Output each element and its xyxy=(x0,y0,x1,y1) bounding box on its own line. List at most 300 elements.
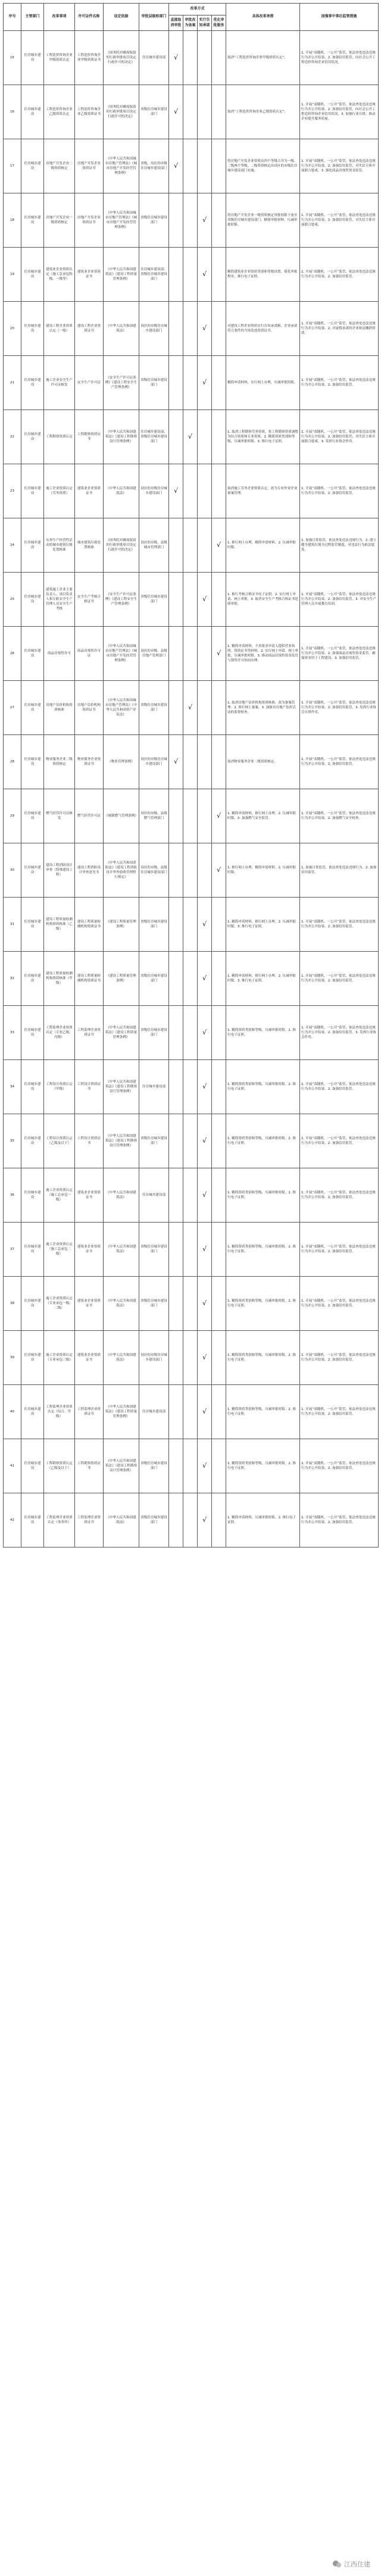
row-level: 设区的市级住房城乡建设部门 xyxy=(139,464,169,518)
row-item: 施工企业安全生产许可证核发 xyxy=(44,356,75,410)
row-mode-4 xyxy=(212,1439,226,1493)
row-mode-4 xyxy=(212,952,226,1006)
row-level: 设区的市级住房城乡建设部门 xyxy=(139,1331,169,1385)
row-mode-4 xyxy=(212,85,226,139)
row-mode-3 xyxy=(198,1223,212,1277)
check-mark: √ xyxy=(202,1136,207,1145)
row-dept: 住房城乡建设 xyxy=(21,1385,44,1439)
row-mode-3 xyxy=(198,193,212,248)
row-mode-4 xyxy=(212,1060,226,1114)
row-item: 工程监理企业资质认定（综合、甲级） xyxy=(44,1385,75,1439)
row-level: 省级住房城乡建设部门 xyxy=(139,1006,169,1060)
row-measures: 1. 加强日常监管，依法查处违法违规行为。2. 建立健全建筑垃圾全过程监管制度，对违法行为依法惩处。 xyxy=(300,518,379,573)
row-content: 取消施工劳务企业资质认定，改为专业作业企业备案管理。 xyxy=(226,464,300,518)
row-item: 从事生产经营性活动的城市建筑垃圾处置核准 xyxy=(44,518,75,573)
row-seq: 38 xyxy=(4,1277,21,1331)
row-mode-4 xyxy=(212,248,226,302)
check-mark: √ xyxy=(188,703,192,711)
row-basis: 《中华人民共和国建筑法》《建设工程勘察设计管理条例》 xyxy=(104,1114,139,1168)
row-content: 1. 精简资质类别和等级，压减审批时限。2. 推行电子证照。 xyxy=(226,1060,300,1114)
check-mark: √ xyxy=(202,1299,207,1307)
header-basis: 设定依据 xyxy=(104,4,139,31)
row-mode-1 xyxy=(169,31,183,85)
row-dept: 住房城乡建设 xyxy=(21,1114,44,1168)
row-basis: 《城镇燃气管理条例》 xyxy=(104,789,139,843)
row-dept: 住房城乡建设 xyxy=(21,843,44,898)
row-measures: 1. 开展“双随机、一公开”监管，依法查处违法违规行为并公开结果。2. 加强信用监管。 xyxy=(300,1385,379,1439)
row-mode-2 xyxy=(183,302,198,356)
header-permit: 许可证件名称 xyxy=(75,4,104,31)
row-mode-2 xyxy=(183,1006,198,1060)
row-mode-4 xyxy=(212,193,226,248)
row-mode-2 xyxy=(183,410,198,464)
header-measures: 加强事中事后监管措施 xyxy=(300,4,379,31)
row-mode-3 xyxy=(198,139,212,193)
row-mode-1 xyxy=(169,735,183,789)
row-seq: 21 xyxy=(4,356,21,410)
row-measures: 1. 开展“双随机、一公开”监管，依法查处违法违规行为并公开结果。2. 加强信用监管。3. 对安全生产管理人员开展教育培训。 xyxy=(300,573,379,627)
row-mode-3 xyxy=(198,410,212,464)
row-basis: 《建设工程质量管理条例》 xyxy=(104,952,139,1006)
row-level: 住房城乡建设部 xyxy=(139,31,169,85)
row-mode-1 xyxy=(169,952,183,1006)
row-measures: 1. 开展“双随机、一公开”监管，依法查处违法违规行为并公开结果。2. 加强信用监管。 xyxy=(300,1439,379,1493)
check-mark: √ xyxy=(173,161,178,170)
row-item: 工程勘察资质认定 xyxy=(44,410,75,464)
row-mode-3 xyxy=(198,952,212,1006)
row-mode-2 xyxy=(183,1114,198,1168)
row-level: 省级住房城乡建设部门 xyxy=(139,85,169,139)
row-mode-1 xyxy=(169,573,183,627)
row-mode-4 xyxy=(212,898,226,952)
row-permit: 建设工程质量检测机构资质证书 xyxy=(75,952,104,1006)
row-mode-1 xyxy=(169,843,183,898)
row-item: 建设工程质量检测机构资质核准（甲级） xyxy=(44,952,75,1006)
row-mode-2 xyxy=(183,952,198,1006)
row-mode-4 xyxy=(212,1493,226,1548)
row-measures: 1. 开展“双随机、一公开”监管，依法查处违法违规行为并公开结果。2. 加强信用监管。 xyxy=(300,1114,379,1168)
table-row xyxy=(4,193,379,248)
row-seq: 26 xyxy=(4,627,21,681)
table-row xyxy=(4,789,379,843)
row-mode-3 xyxy=(198,1006,212,1060)
table-row xyxy=(4,1385,379,1439)
row-level: 住房城乡建设部 xyxy=(139,1168,169,1223)
row-mode-2 xyxy=(183,193,198,248)
row-content: 对建设工程企业资质实行告知承诺制，企业承诺符合条件的当场发放资质证书。 xyxy=(226,302,300,356)
row-mode-1 xyxy=(169,1168,183,1223)
row-mode-3 xyxy=(198,464,212,518)
row-mode-1 xyxy=(169,681,183,735)
table-row xyxy=(4,1331,379,1385)
row-mode-2 xyxy=(183,1060,198,1114)
row-measures: 1. 开展“双随机、一公开”监管，依法查处违法违规行为并公开结果。2. 加强信用监管。 xyxy=(300,898,379,952)
row-mode-1 xyxy=(169,1493,183,1548)
row-seq: 25 xyxy=(4,573,21,627)
row-seq: 37 xyxy=(4,1223,21,1277)
row-permit: 工程造价咨询企业乙级资质证书 xyxy=(75,85,104,139)
row-dept: 住房城乡建设 xyxy=(21,193,44,248)
row-dept: 住房城乡建设 xyxy=(21,789,44,843)
table-row xyxy=(4,843,379,898)
row-content: 1. 精简资质类别和等级，压减审批时限。2. 推行电子证照。 xyxy=(226,1385,300,1439)
row-mode-4 xyxy=(212,843,226,898)
row-content: 1. 精简申请材料，压减审批时限。2. 推行电子证照。 xyxy=(226,1493,300,1548)
check-mark: √ xyxy=(202,324,207,332)
row-content: 取消“工程造价咨询企业乙级资质认定”。 xyxy=(226,85,300,139)
row-content: 1. 精简申请材料，不再要求申请人提供营业执照、资质证书等材料。2. 实行网上申请、网上审批，压减审批时限。3. 推动商品房预售资金监管与预售许可协同办理。 xyxy=(226,627,300,681)
row-mode-1 xyxy=(169,1439,183,1493)
row-mode-1 xyxy=(169,139,183,193)
row-dept: 住房城乡建设 xyxy=(21,1168,44,1223)
row-permit: 建筑业企业资质证书 xyxy=(75,1168,104,1223)
row-mode-2 xyxy=(183,85,198,139)
row-content: 1. 推行考核合格证书电子证照。2. 实行网上申请、网上审批。3. 取消安全生产考核合格证书延续审批。 xyxy=(226,573,300,627)
row-mode-3 xyxy=(198,1114,212,1168)
row-dept: 住房城乡建设 xyxy=(21,464,44,518)
row-content: 1. 精简资质类别和等级，压减审批时限。2. 推行电子证照。 xyxy=(226,1006,300,1060)
table-row xyxy=(4,1114,379,1168)
row-mode-1 xyxy=(169,464,183,518)
row-item: 建设工程质量检测机构资质核准（乙级） xyxy=(44,898,75,952)
row-mode-4 xyxy=(212,1114,226,1168)
row-mode-2 xyxy=(183,1385,198,1439)
check-mark: √ xyxy=(202,1515,207,1524)
row-item: 工程监理企业资质认定（专业乙级、丙级） xyxy=(44,1006,75,1060)
row-mode-3 xyxy=(198,681,212,735)
row-permit: 物业服务企业资质证书 xyxy=(75,735,104,789)
header-seq: 序号 xyxy=(4,4,21,31)
row-dept: 住房城乡建设 xyxy=(21,1006,44,1060)
row-permit: 建筑业企业资质证书 xyxy=(75,1223,104,1277)
row-seq: 24 xyxy=(4,518,21,573)
row-level: 省级住房城乡建设部门 xyxy=(139,1277,169,1331)
row-seq: 41 xyxy=(4,1439,21,1493)
row-mode-4 xyxy=(212,789,226,843)
check-mark: √ xyxy=(202,1353,207,1361)
row-measures: 1. 开展“双随机、一公开”监管，依法查处违法违规行为并公开结果。2. 加强信用监管。3. 发挥行业协会作用。 xyxy=(300,1006,379,1060)
row-seq: 39 xyxy=(4,1331,21,1385)
table-row xyxy=(4,898,379,952)
table-row xyxy=(4,735,379,789)
row-item: 物业服务企业二级资质核定 xyxy=(44,735,75,789)
row-mode-1 xyxy=(169,1331,183,1385)
row-permit: 房地产估价机构资质证书 xyxy=(75,681,104,735)
row-mode-1 xyxy=(169,898,183,952)
table-row xyxy=(4,1277,379,1331)
row-mode-4 xyxy=(212,1006,226,1060)
reform-table xyxy=(3,3,379,1548)
row-permit: 建筑业企业资质证书 xyxy=(75,1277,104,1331)
check-mark: √ xyxy=(202,270,207,278)
row-dept: 住房城乡建设 xyxy=(21,1277,44,1331)
row-mode-1 xyxy=(169,1385,183,1439)
row-item: 施工企业资质认定（专业承包三级） xyxy=(44,1331,75,1385)
row-mode-3 xyxy=(198,1385,212,1439)
row-dept: 住房城乡建设 xyxy=(21,1060,44,1114)
row-level: 设区的市级、县级燃气管理部门 xyxy=(139,789,169,843)
row-mode-2 xyxy=(183,843,198,898)
row-permit: 房地产开发企业资质证书 xyxy=(75,139,104,193)
row-content: 1. 精简资质类别和等级，压减审批时限。2. 推行电子证照。 xyxy=(226,1277,300,1331)
row-mode-1 xyxy=(169,248,183,302)
row-dept: 住房城乡建设 xyxy=(21,681,44,735)
row-seq: 28 xyxy=(4,735,21,789)
row-seq: 17 xyxy=(4,139,21,193)
row-content: 1. 取消房地产估价机构资质核准，改为备案管理。2. 推行网上备案。3. 加强对房地产估价活动的监督检查。 xyxy=(226,681,300,735)
row-level: 省级、设区的市级住房城乡建设部门 xyxy=(139,139,169,193)
table-row xyxy=(4,1439,379,1493)
row-measures: 1. 开展“双随机、一公开”监管，依法查处违法违规行为并公开结果。2. 加强燃气安全检查。 xyxy=(300,789,379,843)
check-mark: √ xyxy=(202,378,207,386)
row-basis: 《中华人民共和国建筑法》 xyxy=(104,1331,139,1385)
table-row xyxy=(4,627,379,681)
row-basis: 《中华人民共和国建筑法》《建设工程勘察设计管理条例》 xyxy=(104,410,139,464)
row-mode-1 xyxy=(169,1277,183,1331)
row-item: 工程监理企业资质认定（事务所） xyxy=(44,1493,75,1548)
row-permit: 工程造价咨询企业甲级资质证书 xyxy=(75,31,104,85)
row-mode-2 xyxy=(183,464,198,518)
row-mode-2 xyxy=(183,248,198,302)
row-mode-4 xyxy=(212,356,226,410)
row-mode-1 xyxy=(169,1114,183,1168)
row-permit: 工程勘察资质证书 xyxy=(75,410,104,464)
row-dept: 住房城乡建设 xyxy=(21,248,44,302)
table-row xyxy=(4,573,379,627)
row-mode-1 xyxy=(169,1223,183,1277)
row-item: 工程设计资质认定（甲级） xyxy=(44,1060,75,1114)
row-mode-1 xyxy=(169,1006,183,1060)
row-basis: 《中华人民共和国建筑法》《建设工程勘察设计管理条例》 xyxy=(104,1439,139,1493)
row-measures: 1. 开展“双随机、一公开”监管，依法查处违法违规行为并公开结果。2. 加强信用监管，对失信主体开展联合惩戒。 xyxy=(300,193,379,248)
row-permit: 建筑业企业资质证书 xyxy=(75,1331,104,1385)
table-row xyxy=(4,952,379,1006)
check-mark: √ xyxy=(202,215,207,224)
row-mode-3 xyxy=(198,1439,212,1493)
row-basis: 《国务院对确需保留的行政审批项目设定行政许可的决定》 xyxy=(104,85,139,139)
row-content: 精简申请材料，实行网上办理，压减审批时限。 xyxy=(226,356,300,410)
row-basis: 《中华人民共和国城市房地产管理法》《城市房地产开发经营管理条例》 xyxy=(104,139,139,193)
row-seq: 31 xyxy=(4,898,21,952)
row-permit: 建设工程企业资质证书 xyxy=(75,302,104,356)
chat-bubble-icon xyxy=(332,2559,342,2569)
check-mark: √ xyxy=(202,920,207,928)
row-permit: 建设工程质量检测机构资质证书 xyxy=(75,898,104,952)
row-item: 房地产估价机构资质核准 xyxy=(44,681,75,735)
row-seq: 34 xyxy=(4,1060,21,1114)
row-mode-3 xyxy=(198,843,212,898)
row-mode-3 xyxy=(198,248,212,302)
row-permit: 安全生产考核合格证书 xyxy=(75,573,104,627)
row-mode-2 xyxy=(183,789,198,843)
row-mode-2 xyxy=(183,898,198,952)
check-mark: √ xyxy=(188,432,192,440)
row-level: 省级住房城乡建设部门 xyxy=(139,681,169,735)
row-permit: 工程监理企业资质证书 xyxy=(75,1006,104,1060)
row-mode-2 xyxy=(183,31,198,85)
row-dept: 住房城乡建设 xyxy=(21,1493,44,1548)
row-item: 工程造价咨询企业乙级资质认定 xyxy=(44,85,75,139)
header-content: 具体改革举措 xyxy=(226,4,300,31)
row-level: 设区的市级住房城乡建设部门 xyxy=(139,302,169,356)
row-seq: 27 xyxy=(4,681,21,735)
row-content: 1. 推行网上办理，精简申请材料。2. 压减审批时限。 xyxy=(226,518,300,573)
row-mode-2 xyxy=(183,139,198,193)
row-dept: 住房城乡建设 xyxy=(21,898,44,952)
row-basis: 《中华人民共和国建筑法》 xyxy=(104,1168,139,1223)
row-item: 施工企业资质认定（专业承包一级、二级） xyxy=(44,1277,75,1331)
row-measures: 1. 开展“双随机、一公开”监管，依法查处违法违规行为并公开结果。2. 加强信用监管。 xyxy=(300,1277,379,1331)
row-basis: 《中华人民共和国消防法》《建设工程消防设计审查验收管理暂行规定》 xyxy=(104,843,139,898)
row-level: 设区的市级住房城乡建设部门 xyxy=(139,735,169,789)
row-content: 取消物业服务企业二级资质核定。 xyxy=(226,735,300,789)
row-mode-2 xyxy=(183,735,198,789)
row-content: 将房地产开发企业资质由四个等级合并为一级、二级两个等级，二级资质核定由设区的市级住房城乡建设部门实施。 xyxy=(226,139,300,193)
row-content: 1. 精简资质类别和等级，压减审批时限。2. 推行电子证照。 xyxy=(226,1331,300,1385)
row-permit: 工程勘察资质证书 xyxy=(75,1439,104,1493)
row-mode-3 xyxy=(198,573,212,627)
row-level: 省级住房城乡建设部门 xyxy=(139,193,169,248)
header-level: 审批层级和部门 xyxy=(139,4,169,31)
table-row xyxy=(4,410,379,464)
table-row xyxy=(4,85,379,139)
row-content: 将房地产开发企业一级资质核定审批权限下放至省级住房城乡建设部门，精简审批材料，压减审批时限。 xyxy=(226,193,300,248)
row-level: 省级住房城乡建设部门 xyxy=(139,952,169,1006)
row-measures: 1. 加强日常监管，依法查处违法违规行为。2. 加强信用监管。 xyxy=(300,843,379,898)
row-dept: 住房城乡建设 xyxy=(21,31,44,85)
row-dept: 住房城乡建设 xyxy=(21,735,44,789)
row-mode-3 xyxy=(198,1060,212,1114)
table-row xyxy=(4,1493,379,1548)
row-mode-4 xyxy=(212,735,226,789)
row-mode-3 xyxy=(198,1168,212,1223)
row-level: 省级住房城乡建设部门 xyxy=(139,1223,169,1277)
row-mode-4 xyxy=(212,573,226,627)
row-measures: 1. 开展“双随机、一公开”监管，依法查处违法违规行为并公开结果。2. 加强信用监管。 xyxy=(300,1331,379,1385)
watermark xyxy=(332,2559,370,2569)
row-mode-1 xyxy=(169,193,183,248)
row-seq: 40 xyxy=(4,1385,21,1439)
row-measures: 1. 开展“双随机、一公开”监管，依法查处违法违规行为并公开结果。2. 加强信用监管。 xyxy=(300,1060,379,1114)
row-mode-2 xyxy=(183,627,198,681)
row-mode-2 xyxy=(183,518,198,573)
check-mark: √ xyxy=(202,1082,207,1090)
row-dept: 住房城乡建设 xyxy=(21,85,44,139)
row-mode-4 xyxy=(212,31,226,85)
row-mode-1 xyxy=(169,356,183,410)
table-row xyxy=(4,1006,379,1060)
row-mode-4 xyxy=(212,139,226,193)
row-basis: 《国务院对确需保留的行政审批项目设定行政许可的决定》 xyxy=(104,31,139,85)
row-mode-3 xyxy=(198,898,212,952)
check-mark: √ xyxy=(173,757,178,765)
row-basis: 《物业管理条例》 xyxy=(104,735,139,789)
row-item: 商品房预售许可 xyxy=(44,627,75,681)
header-mode-optimize: 优化审批服务 xyxy=(212,15,226,31)
check-mark: √ xyxy=(202,1245,207,1253)
row-dept: 住房城乡建设 xyxy=(21,952,44,1006)
row-mode-1 xyxy=(169,1060,183,1114)
row-measures: 1. 开展“双随机、一公开”监管，依法查处违法违规行为并公开结果。2. 加强信用监管。 xyxy=(300,952,379,1006)
row-permit: 安全生产许可证 xyxy=(75,356,104,410)
row-basis: 《中华人民共和国建筑法》《建设工程质量管理条例》 xyxy=(104,1385,139,1439)
row-seq: 19 xyxy=(4,248,21,302)
check-mark: √ xyxy=(202,1461,207,1470)
row-mode-1 xyxy=(169,789,183,843)
table-row xyxy=(4,464,379,518)
row-permit: 城市建筑垃圾处置核准 xyxy=(75,518,104,573)
header-item: 改革事项 xyxy=(44,4,75,31)
table-row xyxy=(4,31,379,85)
row-item: 施工企业资质认定（施工总承包二级） xyxy=(44,1223,75,1277)
row-level: 设区的市级、县级城市管理部门 xyxy=(139,518,169,573)
check-mark: √ xyxy=(173,53,178,61)
row-basis: 《建设工程质量管理条例》 xyxy=(104,898,139,952)
row-mode-2 xyxy=(183,1331,198,1385)
table-row xyxy=(4,1168,379,1223)
row-measures: 1. 开展“双随机、一公开”监管，依法查处违法违规行为并公开结果。2. 加强信用监管。 xyxy=(300,464,379,518)
row-measures: 1. 开展“双随机、一公开”监管，依法查处违法违规行为并公开结果。2. 加强信用监管。3. 发挥行业协会自律作用。 xyxy=(300,681,379,735)
row-mode-2 xyxy=(183,1493,198,1548)
row-dept: 住房城乡建设 xyxy=(21,139,44,193)
row-basis: 《中华人民共和国建筑法》 xyxy=(104,464,139,518)
row-level: 住房城乡建设部、省级住房城乡建设部门 xyxy=(139,248,169,302)
table-row xyxy=(4,139,379,193)
check-mark: √ xyxy=(202,595,207,603)
row-mode-4 xyxy=(212,681,226,735)
row-content: 1. 精简资质类别和等级，压减审批时限。2. 推行电子证照。 xyxy=(226,1114,300,1168)
row-basis: 《中华人民共和国建筑法》 xyxy=(104,1223,139,1277)
row-mode-2 xyxy=(183,573,198,627)
row-seq: 35 xyxy=(4,1114,21,1168)
check-mark: √ xyxy=(217,649,221,657)
row-dept: 住房城乡建设 xyxy=(21,410,44,464)
row-mode-3 xyxy=(198,1331,212,1385)
row-permit: 工程监理企业资质证书 xyxy=(75,1385,104,1439)
row-seq: 42 xyxy=(4,1493,21,1548)
row-content: 1. 精简资质类别和等级，压减审批时限。2. 推行电子证照。 xyxy=(226,1223,300,1277)
row-seq: 29 xyxy=(4,789,21,843)
row-content: 1. 推行网上办理，精简申请材料。2. 压减审批时限。 xyxy=(226,843,300,898)
table-row xyxy=(4,356,379,410)
row-seq: 23 xyxy=(4,464,21,518)
row-level: 省级住房城乡建设部门 xyxy=(139,1439,169,1493)
row-dept: 住房城乡建设 xyxy=(21,1331,44,1385)
row-mode-4 xyxy=(212,302,226,356)
row-seq: 15 xyxy=(4,31,21,85)
row-level: 省级住房城乡建设部门 xyxy=(139,1493,169,1548)
check-mark: √ xyxy=(217,811,221,820)
table-row xyxy=(4,248,379,302)
header-mode-commitment: 实行告知承诺 xyxy=(198,15,212,31)
row-measures: 1. 开展“双随机、一公开”监管，依法查处违法违规行为并公开结果。2. 加强信用监管，向社会公开工程造价咨询企业信用状况。 xyxy=(300,31,379,85)
row-measures: 1. 开展“双随机、一公开”监管，依法查处违法违规行为并公开结果。2. 加强信用监管。 xyxy=(300,1493,379,1548)
row-mode-3 xyxy=(198,627,212,681)
row-basis: 《安全生产许可证条例》《建设工程安全生产管理条例》 xyxy=(104,573,139,627)
row-mode-4 xyxy=(212,518,226,573)
row-content: 1. 精简申请材料，推行网上办理。2. 压减审批时限。3. 推行电子证照。 xyxy=(226,952,300,1006)
row-mode-4 xyxy=(212,1331,226,1385)
watermark-text: 江西住建 xyxy=(344,2561,370,2568)
row-basis: 《中华人民共和国城市房地产管理法》《城市房地产开发经营管理条例》 xyxy=(104,193,139,248)
row-basis: 《中华人民共和国建筑法》 xyxy=(104,1277,139,1331)
row-level: 省级住房城乡建设部门 xyxy=(139,1114,169,1168)
row-seq: 16 xyxy=(4,85,21,139)
row-mode-1 xyxy=(169,627,183,681)
row-item: 工程造价咨询企业甲级资质认定 xyxy=(44,31,75,85)
row-mode-2 xyxy=(183,356,198,410)
row-dept: 住房城乡建设 xyxy=(21,1223,44,1277)
